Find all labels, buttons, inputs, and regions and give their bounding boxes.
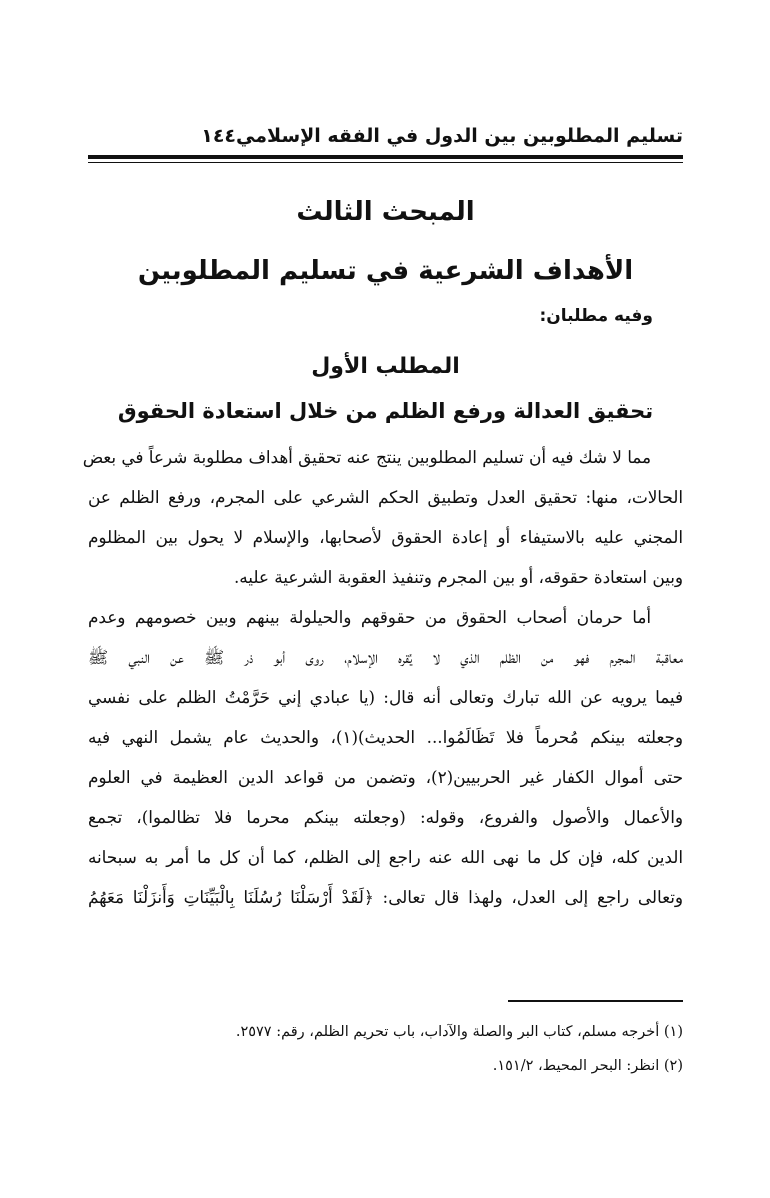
paragraph-line: المجني عليه بالاستيفاء أو إعادة الحقوق لأصحابها، والإسلام لا يحول بين المظلوم bbox=[88, 527, 683, 547]
book-page bbox=[82, 105, 684, 1074]
paragraph-line: وبين استعادة حقوقه، أو بين المجرم وتنفيذ العقوبة الشرعية عليه. bbox=[233, 567, 683, 587]
footnote-rule bbox=[508, 1000, 683, 1002]
page-number: ١٤٤ bbox=[201, 125, 237, 147]
paragraph-line: وتعالى راجع إلى العدل، ولهذا قال تعالى: ﴿لَقَدْ أَرْسَلْنَا رُسُلَنَا بِالْبَيِّنَاتِ وَأَنزَلْنَا مَعَهُمُ bbox=[88, 887, 683, 907]
paragraph-line: وجعلته بينكم مُحرماً فلا تَظَالَمُوا... الحديث)(١)، والحديث عام يشمل النهي فيه bbox=[88, 727, 684, 747]
header-rule-thin bbox=[88, 162, 683, 163]
paragraph-line: حتى أموال الكفار غير الحربيين(٢)، وتضمن من قواعد الدين العظيمة في العلوم bbox=[88, 767, 683, 787]
subsection-heading: المطلب الأول bbox=[311, 354, 460, 379]
footnotes bbox=[88, 1015, 683, 1083]
footnote-1: (١) أخرجه مسلم، كتاب البر والصلة والآداب، باب تحريم الظلم، رقم: ٢٥٧٧. bbox=[235, 1024, 683, 1040]
section-heading: المبحث الثالث bbox=[296, 197, 475, 227]
subsection-title: تحقيق العدالة ورفع الظلم من خلال استعادة الحقوق bbox=[117, 399, 654, 423]
paragraph-line: الحالات، منها: تحقيق العدل وتطبيق الحكم الشرعي على المجرم، ورفع الظلم عن bbox=[88, 487, 683, 507]
paragraph-line: والأعمال والأصول والفروع، وقوله: (وجعلته بينكم محرما فلا تظالموا)، تجمع bbox=[88, 807, 683, 827]
paragraph-2 bbox=[88, 597, 683, 917]
header-rule-thick bbox=[88, 155, 683, 159]
paragraph-line: الدين كله، فإن كل ما نهى الله عنه راجع إلى الظلم، كما أن كل ما أمر به سبحانه bbox=[88, 847, 683, 867]
paragraph-line: فيما يرويه عن الله تبارك وتعالى أنه قال: (يا عبادي إني حَرَّمْتُ الظلم على نفسي bbox=[88, 687, 683, 707]
section-title: الأهداف الشرعية في تسليم المطلوبين bbox=[137, 256, 634, 286]
running-title: تسليم المطلوبين بين الدول في الفقه الإسلامي bbox=[236, 125, 683, 147]
running-header bbox=[88, 105, 683, 147]
footnote-2: (٢) انظر: البحر المحيط، ١٥١/٢. bbox=[492, 1058, 683, 1074]
paragraph-line: معاقبة المجرم فهو من الظلم الذي لا يُقره الإسلام، روى أبو ذر ﷺ عن النبي ﷺ bbox=[88, 647, 683, 667]
paragraph-1 bbox=[82, 437, 683, 597]
paragraph-line: أما حرمان أصحاب الحقوق من حقوقهم والحيلولة بينهم وبين خصومهم وعدم bbox=[88, 607, 651, 627]
intro-line: وفيه مطلبان: bbox=[539, 306, 653, 326]
paragraph-line: مما لا شك فيه أن تسليم المطلوبين ينتج عنه تحقيق أهداف مطلوبة شرعاً في بعض bbox=[82, 447, 651, 467]
